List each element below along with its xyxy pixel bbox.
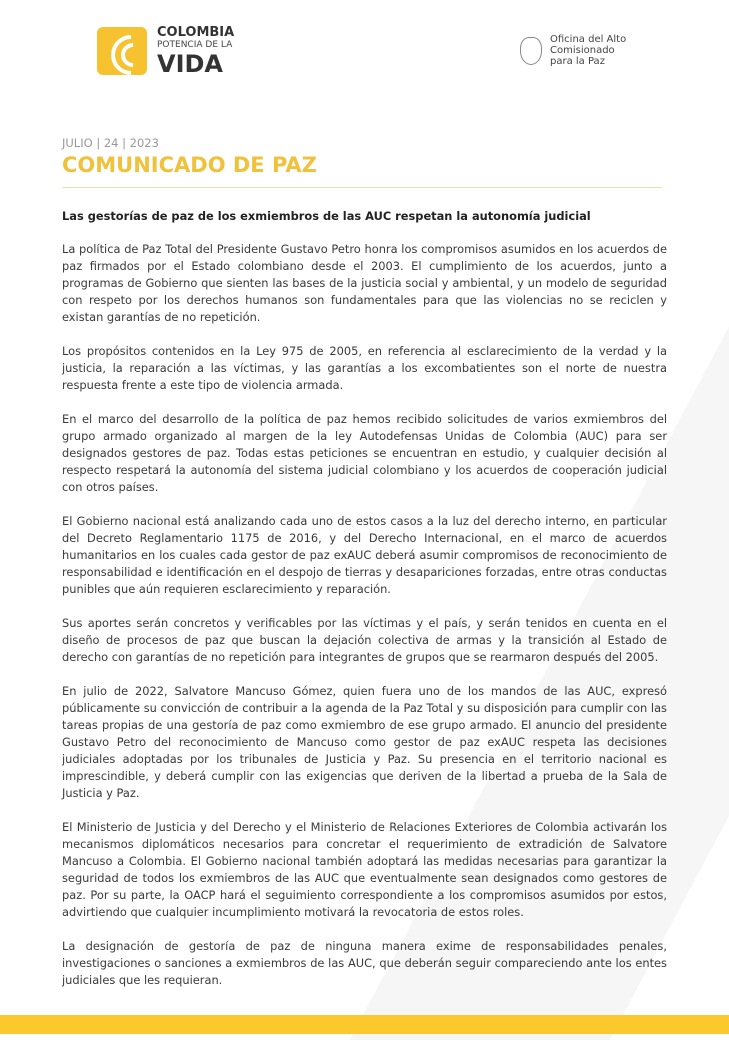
paragraph: Sus aportes serán concretos y verificables por las víctimas y el país, y serán tenidos en cuenta en el diseño de procesos de paz que buscan la dejación colectiva de armas y la transición al Estado de derecho con garantías de no repetición para integrantes de grupos que se rearmaron después del 2005. — [62, 616, 667, 664]
divider — [62, 187, 662, 188]
oacp-logo — [520, 34, 626, 67]
logo-line1: COLOMBIA — [157, 25, 235, 40]
paragraph: La designación de gestoría de paz de ninguna manera exime de responsabilidades penales, investigaciones o sanciones a exmiembros de las AUC, que deberán seguir compareciendo ante los entes judiciales que les requieran. — [62, 939, 667, 987]
colombia-potencia-de-la-vida-logo — [97, 26, 234, 76]
coat-of-arms-icon — [520, 37, 542, 65]
paragraph: En el marco del desarrollo de la política de paz hemos recibido solicitudes de varios exmiembros del grupo armado organizado al margen de la ley Autodefensas Unidas de Colombia (AUC) para ser designados gestores de paz. Todas estas peticiones se encuentran en estudio, y cualquier decisión al respecto respetará la autonomía del sistema judicial colombiano y los acuerdos de cooperación judicial con otros países. — [62, 412, 667, 494]
paragraph: En julio de 2022, Salvatore Mancuso Gómez, quien fuera uno de los mandos de las AUC, expresó públicamente su convicción de contribuir a la agenda de la Paz Total y su disposición para cumplir con las tareas propias de una gestoría de paz como exmiembro de ese grupo armado. El anuncio del presidente Gustavo Petro del reconocimiento de Mancuso como gestor de paz exAUC respeta las decisiones judiciales adoptadas por los tribunales de Justicia y Paz. Su presencia en el territorio nacional es imprescindible, y deberá cumplir con las exigencias que deriven de la libertad a prueba de la Sala de Justicia y Paz. — [62, 684, 667, 800]
logo-line3: VIDA — [157, 50, 223, 78]
logo-waves-icon — [97, 27, 147, 75]
logo-line2: POTENCIA DE LA — [157, 40, 233, 50]
office-line1: Oficina del Alto — [550, 34, 627, 45]
paragraph: La política de Paz Total del Presidente Gustavo Petro honra los compromisos asumidos en los acuerdos de paz firmados por el Estado colombiano desde el 2003. El cumplimiento de los acuerdos, junto a programas de Gobierno que sienten las bases de la justicia social y ambiental, y un modelo de seguridad con respeto por los derechos humanos son fundamentales para que las violencias no se reciclen y existan garantías de no repetición. — [62, 242, 667, 324]
office-line3: para la Paz — [550, 56, 605, 67]
page-title: COMUNICADO DE PAZ — [62, 153, 317, 177]
article-body — [62, 208, 667, 1006]
paragraph: El Gobierno nacional está analizando cada uno de estos casos a la luz del derecho interno, en particular del Decreto Reglamentario 1175 de 2016, y del Derecho Internacional, en el marco de acuerdos humanitarios en los cuales cada gestor de paz exAUC deberá asumir compromisos de reconocimiento de responsabilidad e identificación en el despojo de tierras y desapariciones forzadas, entre otras conductas punibles que aún requieren esclarecimiento y reparación. — [62, 514, 667, 596]
article-heading: Las gestorías de paz de los exmiembros de las AUC respetan la autonomía judicial — [62, 209, 591, 223]
paragraph: Los propósitos contenidos en la Ley 975 de 2005, en referencia al esclarecimiento de la verdad y la justicia, la reparación a las víctimas, y las garantías a los excombatientes son el norte de nuestra respuesta frente a este tipo de violencia armada. — [62, 344, 667, 392]
paragraph: El Ministerio de Justicia y del Derecho y el Ministerio de Relaciones Exteriores de Colombia activarán los mecanismos diplomáticos necesarios para concretar el requerimiento de extradición de Salvatore Mancuso a Colombia. El Gobierno nacional también adoptará las medidas necesarias para garantizar la seguridad de todos los exmiembros de las AUC que eventualmente sean designados como gestores de paz. Por su parte, la OACP hará el seguimiento correspondiente a los compromisos asumidos por estos, advirtiendo que cualquier incumplimiento motivará la revocatoria de estos roles. — [62, 820, 667, 919]
office-line2: Comisionado — [550, 45, 615, 56]
date: JULIO | 24 | 2023 — [62, 136, 159, 150]
footer-bar — [0, 1015, 729, 1034]
